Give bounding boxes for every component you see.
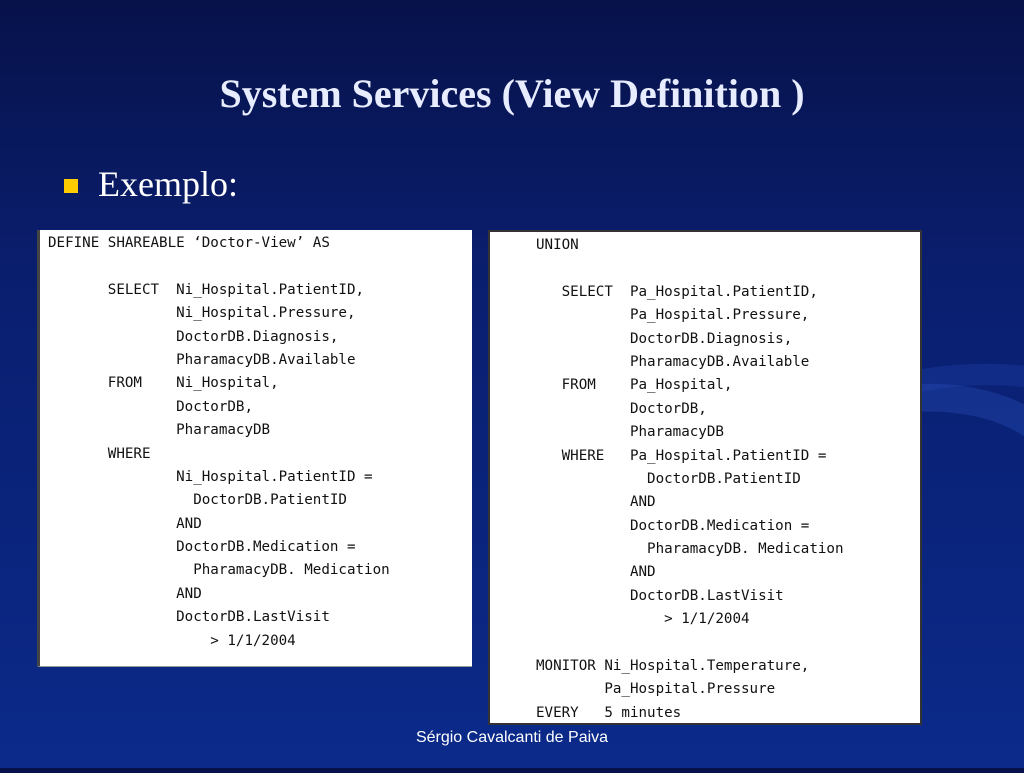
code-line: AND xyxy=(536,494,656,511)
footer-author: Sérgio Cavalcanti de Paiva xyxy=(415,729,609,746)
code-line: PharamacyDB. Medication xyxy=(48,562,390,579)
code-line: DoctorDB, xyxy=(536,400,707,417)
code-line: Pa_Hospital.Pressure, xyxy=(536,307,810,324)
code-line xyxy=(536,257,920,280)
slide-title: System Services (View Definition ) xyxy=(219,71,805,116)
code-line: DoctorDB.Diagnosis, xyxy=(48,328,339,345)
code-panel-right xyxy=(488,230,922,725)
code-line: DoctorDB.Diagnosis, xyxy=(536,330,793,347)
code-line: Ni_Hospital.PatientID = xyxy=(48,468,373,485)
code-line: PharamacyDB xyxy=(536,424,724,441)
code-line: Pa_Hospital.Pressure xyxy=(536,681,776,698)
code-line: SELECT Ni_Hospital.PatientID, xyxy=(48,281,365,298)
bullet-item xyxy=(64,163,238,205)
code-line: DoctorDB.Medication = xyxy=(48,539,356,556)
code-line: DoctorDB, xyxy=(48,398,253,415)
code-line: AND xyxy=(48,515,202,532)
code-line: PharamacyDB. Medication xyxy=(536,541,844,558)
bullet-text: Exemplo: xyxy=(98,164,238,204)
code-line: PharamacyDB xyxy=(48,422,271,439)
code-line: > 1/1/2004 xyxy=(536,611,750,628)
code-line: PharamacyDB.Available xyxy=(48,351,356,368)
code-line: WHERE xyxy=(48,445,151,462)
bullet-square-icon xyxy=(64,179,78,193)
code-line: WHERE Pa_Hospital.PatientID = xyxy=(536,447,827,464)
code-line: DoctorDB.Medication = xyxy=(536,517,810,534)
code-line xyxy=(536,632,920,655)
code-line: DoctorDB.PatientID xyxy=(48,492,347,509)
code-line: DoctorDB.LastVisit xyxy=(48,609,330,626)
code-line: DoctorDB.PatientID xyxy=(536,470,801,487)
code-line: DoctorDB.LastVisit xyxy=(536,587,784,604)
code-line: PharamacyDB.Available xyxy=(536,353,810,370)
code-line: MONITOR Ni_Hospital.Temperature, xyxy=(536,658,810,675)
code-panel-left xyxy=(37,230,472,667)
code-line: SELECT Pa_Hospital.PatientID, xyxy=(536,283,818,300)
code-line: UNION xyxy=(536,237,579,253)
code-line: AND xyxy=(536,564,656,581)
code-line: AND xyxy=(48,585,202,602)
code-line: FROM Ni_Hospital, xyxy=(48,375,279,392)
code-line: Ni_Hospital.Pressure, xyxy=(48,305,356,322)
code-line: EVERY 5 minutes xyxy=(536,704,682,721)
code-line: DEFINE SHAREABLE ‘Doctor-View’ AS xyxy=(48,235,330,251)
code-line: FROM Pa_Hospital, xyxy=(536,377,733,394)
code-line xyxy=(48,255,472,278)
code-line: > 1/1/2004 xyxy=(48,632,296,649)
